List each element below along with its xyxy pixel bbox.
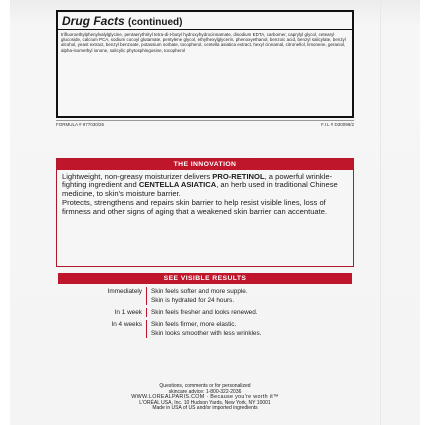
results-what: Skin feels fresher and looks renewed.	[146, 308, 258, 317]
innovation-box	[56, 158, 354, 267]
results-row	[58, 320, 352, 338]
website-link[interactable]: WWW.LOREALPARIS.COM · Because you're worth it™	[131, 394, 279, 401]
results-when: In 1 week	[114, 309, 142, 316]
results-when: In 4 weeks	[111, 321, 142, 328]
results-when: Immediately	[107, 288, 142, 295]
results-row	[58, 287, 352, 305]
results-what: Skin feels softer and more supple. Skin is hydrated for 24 hours.	[146, 287, 248, 305]
innovation-paragraph-1: Lightweight, non-greasy moisturizer delivers PRO-RETINOL, a powerful wrinkle-fighting ingredient and CENTELLA ASIATICA, an herb used in traditional Chinese medicine, to skin's moisture barrier.	[62, 172, 338, 198]
results-row	[58, 308, 352, 317]
drug-facts-title: Drug Facts (continued)	[58, 12, 352, 30]
innovation-heading: THE INNOVATION	[57, 159, 353, 170]
results-what: Skin feels firmer, more elastic. Skin looks smoother with less wrinkles.	[146, 320, 261, 338]
drug-facts-box	[56, 10, 354, 118]
ingredients-list: trifluoroethylphenylvalylglycine, pentaerythrityl tetra-di-t-butyl hydroxyhydrocinnamate, disodium EDTA, carbomer, caprylyl glycol, cetearyl glucoside, calcium PCA, sodium cocoyl glutamate, pentylene glycol, ethylhexylglycerin, phenoxyethanol, benzoic acid, benzyl salicylate, benzyl alcohol, yeast extract, benzyl benzoate, potassium sorbate, tocopherol, centella asiatica extract, hexyl cinnamal, citronellol, limonene, geraniol, alpha-isomethyl ionone, salicylic phytosphingosine, tocopherol	[61, 32, 346, 53]
panel-fold	[380, 0, 381, 425]
results-table	[58, 287, 352, 341]
innovation-paragraph-2: Protects, strengthens and repairs skin barrier to help resist visible lines, loss of firmness and other signs of aging that a weakened skin barrier can accentuate.	[62, 198, 328, 216]
fil-number: F.I.L # D30098/2	[321, 122, 354, 127]
innovation-text	[57, 170, 353, 216]
contact-info: Questions, comments or for personalized skincare advice: 1-800-322-2036 WWW.LOREALPARIS.COM · Because you're worth it™ L'ORÉAL USA, Inc. 10 Hudson Yards, New York, NY 10001 Made in USA of US and/or imported ingredients	[58, 384, 352, 412]
results-heading: SEE VISIBLE RESULTS	[58, 273, 352, 284]
formula-number: FORMULA # 977030/26	[56, 122, 105, 127]
formula-row	[56, 120, 354, 127]
